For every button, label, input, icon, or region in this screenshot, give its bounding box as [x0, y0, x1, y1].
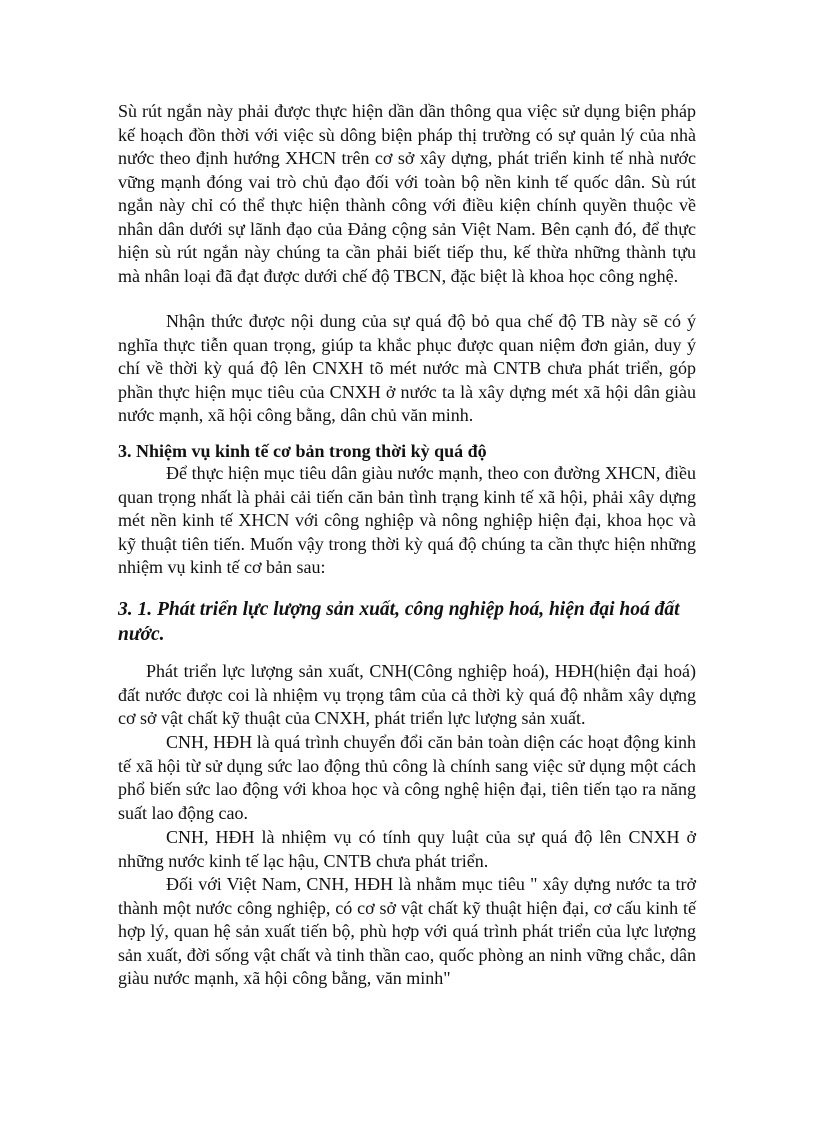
paragraph-cnh-hdh-law: CNH, HĐH là nhiệm vụ có tính quy luật của sự quá độ lên CNXH ở những nước kinh tế lạc hậu, CNTB chưa phát triển.: [118, 827, 696, 871]
subsection-heading-3-1: 3. 1. Phát triển lực lượng sản xuất, công nghiệp hoá, hiện đại hoá đất nước.: [118, 599, 680, 645]
paragraph-develop-forces: Phát triển lực lượng sản xuất, CNH(Công nghiệp hoá), HĐH(hiện đại hoá) đất nước được coi là nhiệm vụ trọng tâm của cả thời kỳ quá độ nhằm xây dựng cơ sở vật chất kỹ thuật của CNXH, phát triển lực lượng sản xuất.: [118, 661, 696, 728]
paragraph-cnh-hdh-definition: CNH, HĐH là quá trình chuyển đổi căn bản toàn diện các hoạt động kinh tế xã hội từ sử dụng sức lao động thủ công là chính sang việc sử dụng một cách phổ biến sức lao động với khoa học và công nghệ hiện đại, tiên tiến tạo ra năng suất lao động cao.: [118, 732, 696, 823]
paragraph-vietnam-goal: Đối với Việt Nam, CNH, HĐH là nhằm mục tiêu " xây dựng nước ta trở thành một nước công nghiệp, có cơ sở vật chất kỹ thuật hiện đại, cơ cấu kinh tế hợp lý, quan hệ sản xuất tiến bộ, phù hợp với quá trình phát triển của lực lượng sản xuất, đời sống vật chất và tinh thần cao, quốc phòng an ninh vững chắc, dân giàu nước mạnh, xã hội công bằng, văn minh": [118, 874, 696, 988]
paragraph-shortening: Sù rút ngắn này phải được thực hiện dần dần thông qua việc sử dụng biện pháp kế hoạch đồn thời với việc sù dông biện pháp thị trường có sự quản lý của nhà nước theo định hướng XHCN trên cơ sở xây dựng, phát triển kinh tế nhà nước vững mạnh đóng vai trò chủ đạo đối với toàn bộ nền kinh tế quốc dân. Sù rút ngắn này chỉ có thể thực hiện thành công với điều kiện chính quyền thuộc về nhân dân dưới sự lãnh đạo của Đảng cộng sản Việt Nam. Bên cạnh đó, để thực hiện sù rút ngắn này chúng ta cần phải biết tiếp thu, kế thừa những thành tựu mà nhân loại đã đạt được dưới chế độ TBCN, đặc biệt là khoa học công nghệ.: [118, 101, 696, 286]
section-heading-3: 3. Nhiệm vụ kinh tế cơ bản trong thời kỳ quá độ: [118, 441, 487, 461]
paragraph-awareness: Nhận thức được nội dung của sự quá độ bỏ qua chế độ TB này sẽ có ý nghĩa thực tiễn quan trọng, giúp ta khắc phục được quan niệm đơn giản, duy ý chí về thời kỳ quá độ lên CNXH tõ mét nước mà CNTB chưa phát triển, góp phần thực hiện mục tiêu của CNXH ở nước ta là xây dựng mét xã hội dân giàu nước mạnh, xã hội công bằng, dân chủ văn minh.: [118, 311, 696, 425]
paragraph-goals: Để thực hiện mục tiêu dân giàu nước mạnh, theo con đường XHCN, điều quan trọng nhất là phải cải tiến căn bản tình trạng kinh tế xã hội, phải xây dựng mét nền kinh tế XHCN với công nghiệp và nông nghiệp hiện đại, khoa học và kỹ thuật tiên tiến. Muốn vậy trong thời kỳ quá độ chúng ta cần thực hiện những nhiệm vụ kinh tế cơ bản sau:: [118, 463, 696, 577]
